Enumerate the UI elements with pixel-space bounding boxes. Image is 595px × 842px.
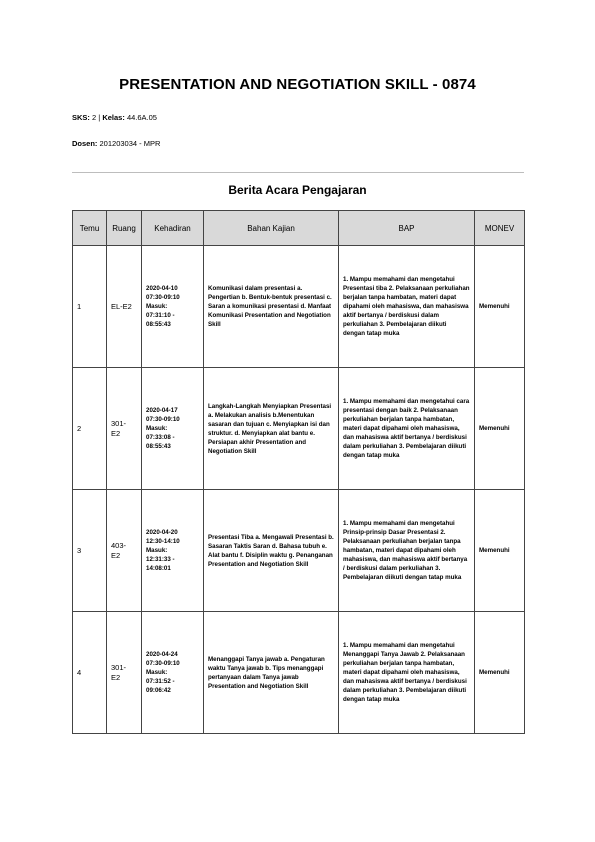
table-header-row: [73, 211, 525, 246]
cell-bahan-kajian: Presentasi Tiba a. Mengawali Presentasi b. Sasaran Taktis Saran d. Bahasa tubuh e. Alat bantu f. Disiplin waktu g. Penanganan Presentation and Negotiation Skill: [204, 490, 339, 612]
header-bap: BAP: [339, 211, 475, 246]
cell-monev: Memenuhi: [475, 246, 525, 368]
sks-value: 2: [92, 113, 97, 122]
teaching-record-table: [72, 210, 525, 734]
kelas-label: Kelas:: [102, 113, 125, 122]
divider: [72, 172, 524, 173]
cell-kehadiran: 2020-04-10 07:30-09:10 Masuk: 07:31:10 - 08:55:43: [142, 246, 204, 368]
cell-bap: 1. Mampu memahami dan mengetahui Prinsip-prinsip Dasar Presentasi 2. Pelaksanaan perkuliahan berjalan tanpa hambatan, materi dapat dipahami oleh mahasiswa, dan mahasiswa aktif bertanya / berdiskusi dalam perkuliahan 3. Pembelajaran diikuti dengan tatap muka: [339, 490, 475, 612]
cell-ruang: EL-E2: [107, 246, 142, 368]
table-row: [73, 246, 525, 368]
header-temu: Temu: [73, 211, 107, 246]
lecturer-info: [72, 139, 160, 148]
header-kehadiran: Kehadiran: [142, 211, 204, 246]
cell-ruang: 403- E2: [107, 490, 142, 612]
table-row: [73, 612, 525, 734]
header-bahan-kajian: Bahan Kajian: [204, 211, 339, 246]
sks-label: SKS:: [72, 113, 90, 122]
cell-ruang: 301- E2: [107, 368, 142, 490]
table-row: [73, 368, 525, 490]
cell-temu: 3: [73, 490, 107, 612]
cell-bap: 1. Mampu memahami dan mengetahui Menanggapi Tanya Jawab 2. Pelaksanaan perkuliahan berjalan tanpa hambatan, materi dapat dipahami oleh mahasiswa, dan mahasiswa aktif bertanya / berdiskusi dalam perkuliahan 3. Pembelajaran diikuti dengan tatap muka: [339, 612, 475, 734]
cell-kehadiran: 2020-04-20 12:30-14:10 Masuk: 12:31:33 - 14:08:01: [142, 490, 204, 612]
separator: |: [98, 113, 101, 122]
cell-temu: 1: [73, 246, 107, 368]
cell-bap: 1. Mampu memahami dan mengetahui cara presentasi dengan baik 2. Pelaksanaan perkuliahan berjalan tanpa hambatan, materi dapat dipahami oleh mahasiswa, dan mahasiswa aktif bertanya / berdiskusi dalam perkuliahan 3. Pembelajaran diikuti dengan tatap muka: [339, 368, 475, 490]
cell-bahan-kajian: Langkah-Langkah Menyiapkan Presentasi a. Melakukan analisis b.Menentukan sasaran dan tujuan c. Menyiapkan isi dan struktur. d. Menyiapkan alat bantu e. Persiapan akhir Presentation and Negotiation Skill: [204, 368, 339, 490]
cell-temu: 4: [73, 612, 107, 734]
document-title: PRESENTATION AND NEGOTIATION SKILL - 0874: [119, 76, 476, 93]
cell-monev: Memenuhi: [475, 612, 525, 734]
header-ruang: Ruang: [107, 211, 142, 246]
cell-temu: 2: [73, 368, 107, 490]
dosen-label: Dosen:: [72, 139, 98, 148]
cell-ruang: 301- E2: [107, 612, 142, 734]
kelas-value: 44.6A.05: [126, 113, 157, 122]
cell-monev: Memenuhi: [475, 368, 525, 490]
course-info: [72, 113, 157, 122]
cell-bahan-kajian: Komunikasi dalam presentasi a. Pengertian b. Bentuk-bentuk presentasi c. Saran a komunikasi presentasi d. Manfaat Komunikasi Presentation and Negotiation Skill: [204, 246, 339, 368]
table-row: [73, 490, 525, 612]
section-title: Berita Acara Pengajaran: [228, 183, 367, 197]
cell-bap: 1. Mampu memahami dan mengetahui Presentasi tiba 2. Pelaksanaan perkuliahan berjalan tanpa hambatan, materi dapat dipahami oleh mahasiswa, dan mahasiswa aktif bertanya / berdiskusi dalam perkuliahan 3. Pembelajaran diikuti dengan tatap muka: [339, 246, 475, 368]
dosen-value: 201203034 - MPR: [99, 139, 161, 148]
cell-kehadiran: 2020-04-17 07:30-09:10 Masuk: 07:33:08 - 08:55:43: [142, 368, 204, 490]
cell-bahan-kajian: Menanggapi Tanya jawab a. Pengaturan waktu Tanya jawab b. Tips menanggapi pertanyaan dalam Tanya jawab Presentation and Negotiation Skill: [204, 612, 339, 734]
cell-monev: Memenuhi: [475, 490, 525, 612]
header-monev: MONEV: [475, 211, 525, 246]
cell-kehadiran: 2020-04-24 07:30-09:10 Masuk: 07:31:52 - 09:06:42: [142, 612, 204, 734]
